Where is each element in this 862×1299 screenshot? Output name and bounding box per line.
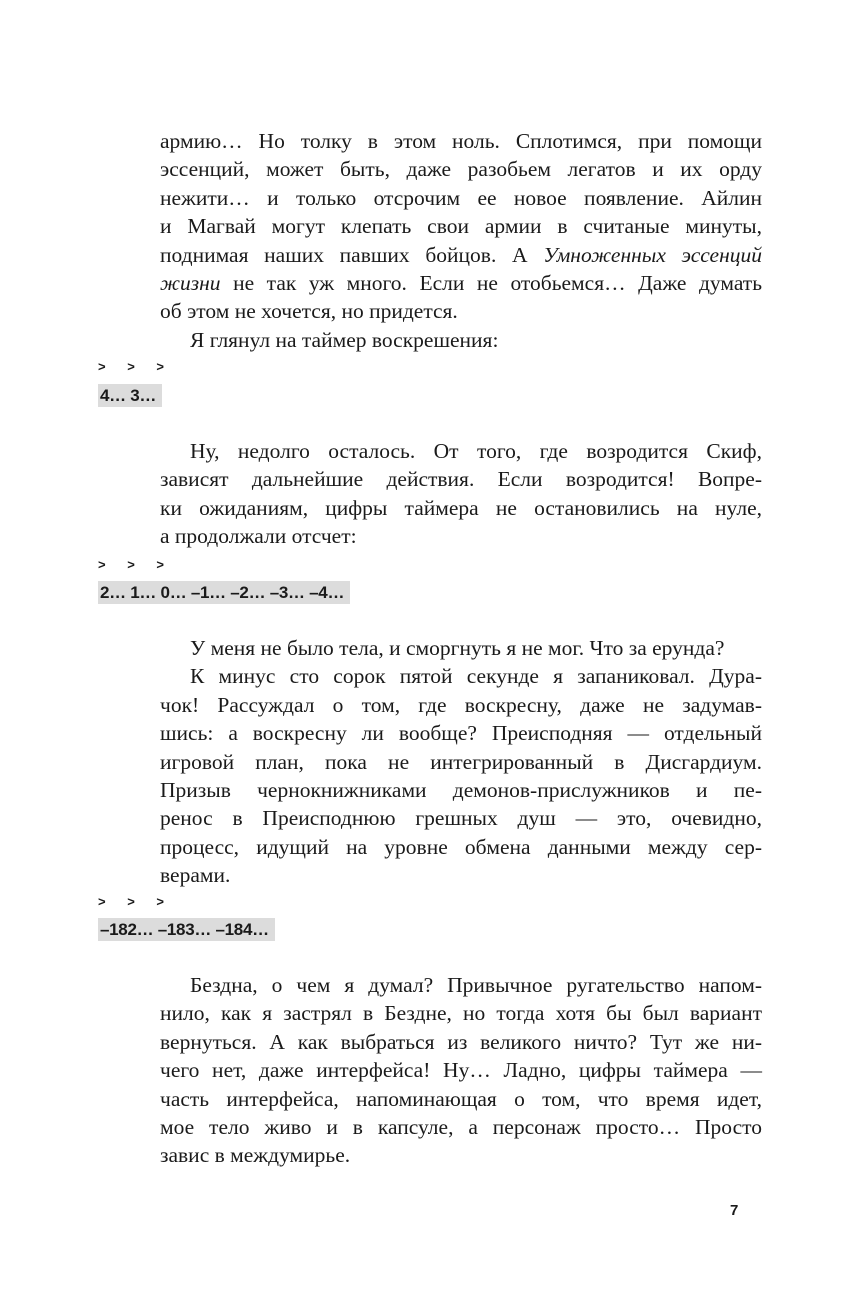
text-line: а продолжали отсчет: xyxy=(160,524,357,549)
text-line: чок! Рассуждал о том, где воскресну, даже не задумав- xyxy=(160,692,762,717)
system-arrows: > > > xyxy=(98,359,173,374)
paragraph-3 xyxy=(160,437,762,551)
text-line: часть интерфейса, напоминающая о том, что время идет, xyxy=(160,1086,762,1111)
text-line: ки ожиданиям, цифры таймера не остановились на нуле, xyxy=(160,495,762,520)
text-line: мое тело живо и в капсуле, а персонаж просто… Просто xyxy=(160,1114,762,1139)
italic-term: жизни xyxy=(160,270,221,295)
text-line: зависят дальнейшие действия. Если возродится! Вопре- xyxy=(160,467,762,492)
text-fragment: поднимая наших павших бойцов. А xyxy=(160,242,528,267)
text-line: Я глянул на таймер воскрешения: xyxy=(190,327,499,352)
italic-term: Умноженных эссенций xyxy=(543,242,762,267)
text-line: армию… Но толку в этом ноль. Сплотимся, при помощи xyxy=(160,129,762,153)
system-message-text: 4… 3… xyxy=(98,384,162,407)
text-line: чего нет, даже интерфейса! Ну… Ладно, цифры таймера — xyxy=(160,1058,762,1083)
text-line: об этом не хочется, но придется. xyxy=(160,299,458,324)
text-line: шись: а воскресну ли вообще? Преисподняя — отдельный xyxy=(160,721,762,746)
text-fragment: не так уж много. Если не отобьемся… Даже думать xyxy=(233,270,763,295)
text-line xyxy=(160,241,762,269)
page-number: 7 xyxy=(730,1202,739,1219)
system-arrows: > > > xyxy=(98,894,173,909)
text-line: эссенций, может быть, даже разобьем легатов и их орду xyxy=(160,157,762,182)
system-message-text: –182… –183… –184… xyxy=(98,918,275,941)
system-arrows: > > > xyxy=(98,557,173,572)
text-line: У меня не было тела, и сморгнуть я не мог. Что за ерунда? xyxy=(190,636,725,660)
text-line: игровой план, пока не интегрированный в Дисгардиум. xyxy=(160,749,762,774)
text-line: завис в междумирье. xyxy=(160,1143,351,1168)
system-message-text: 2… 1… 0… –1… –2… –3… –4… xyxy=(98,581,350,604)
text-line xyxy=(160,269,762,297)
text-line: Бездна, о чем я думал? Привычное ругательство напом- xyxy=(190,973,762,997)
system-message xyxy=(98,581,350,604)
text-line: нежити… и только отсрочим ее новое появление. Айлин xyxy=(160,185,762,210)
text-line: Призыв чернокнижниками демонов-прислужников и пе- xyxy=(160,777,762,802)
system-message xyxy=(98,384,162,407)
paragraph-1 xyxy=(160,127,762,354)
paragraph-6 xyxy=(160,971,762,1170)
paragraph-4 xyxy=(160,634,762,890)
text-line: Ну, недолго осталось. От того, где возродится Скиф, xyxy=(190,439,762,463)
text-line: нило, как я застрял в Бездне, но тогда хотя бы был вариант xyxy=(160,1001,762,1026)
text-line: ренос в Преисподнюю грешных душ — это, очевидно, xyxy=(160,806,762,831)
text-line: и Магвай могут клепать свои армии в считаные минуты, xyxy=(160,214,762,239)
text-line: К минус сто сорок пятой секунде я запаниковал. Дура- xyxy=(190,664,762,689)
text-line: процесс, идущий на уровне обмена данными между сер- xyxy=(160,834,762,859)
text-line: вернуться. А как выбраться из великого ничто? Тут же ни- xyxy=(160,1029,762,1054)
text-line: верами. xyxy=(160,863,231,888)
system-message xyxy=(98,918,275,941)
